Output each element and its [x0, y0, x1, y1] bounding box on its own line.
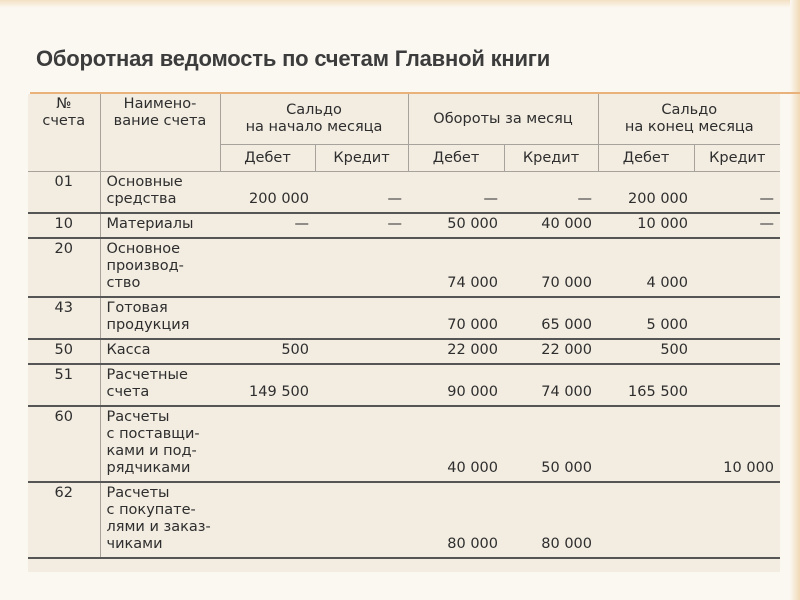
cell-name: Касса [100, 339, 220, 364]
table-row [28, 213, 780, 238]
cell-opening-credit [315, 297, 408, 339]
cell-turnover-credit: 40 000 [504, 213, 598, 238]
table-body [28, 172, 780, 559]
sheet-bottom-edge [28, 572, 780, 600]
cell-closing-credit [694, 339, 780, 364]
cell-closing-debit [598, 482, 694, 558]
cell-closing-credit: 10 000 [694, 406, 780, 482]
cell-account: 43 [28, 297, 100, 339]
cell-closing-debit: 5 000 [598, 297, 694, 339]
header-turnover: Обороты за месяц [408, 94, 598, 145]
cell-opening-debit: 500 [220, 339, 315, 364]
header-account-name: Наимено- вание счета [100, 94, 220, 172]
cell-opening-debit: 200 000 [220, 172, 315, 214]
cell-turnover-credit: — [504, 172, 598, 214]
page-title: Оборотная ведомость по счетам Главной книги [36, 46, 551, 71]
header-closing-credit: Кредит [694, 145, 780, 172]
cell-turnover-credit: 22 000 [504, 339, 598, 364]
cell-name: Расчеты с поставщи- ками и под- рядчиками [100, 406, 220, 482]
cell-turnover-debit: — [408, 172, 504, 214]
cell-opening-credit [315, 482, 408, 558]
cell-opening-debit [220, 238, 315, 297]
cell-opening-credit [315, 339, 408, 364]
cell-name: Материалы [100, 213, 220, 238]
header-turnover-debit: Дебет [408, 145, 504, 172]
cell-closing-debit: 10 000 [598, 213, 694, 238]
cell-turnover-debit: 70 000 [408, 297, 504, 339]
cell-turnover-credit: 50 000 [504, 406, 598, 482]
cell-opening-credit [315, 238, 408, 297]
cell-closing-credit [694, 482, 780, 558]
cell-closing-credit: — [694, 172, 780, 214]
table-row [28, 238, 780, 297]
cell-opening-debit: — [220, 213, 315, 238]
cell-account: 60 [28, 406, 100, 482]
table-row [28, 297, 780, 339]
cell-turnover-debit: 90 000 [408, 364, 504, 406]
cell-closing-debit: 4 000 [598, 238, 694, 297]
cell-account: 10 [28, 213, 100, 238]
cell-turnover-credit: 74 000 [504, 364, 598, 406]
cell-opening-credit [315, 406, 408, 482]
header-row [28, 94, 780, 145]
cell-closing-credit [694, 364, 780, 406]
table-row [28, 172, 780, 214]
cell-account: 50 [28, 339, 100, 364]
cell-closing-debit: 500 [598, 339, 694, 364]
turnover-table [28, 94, 780, 559]
cell-closing-debit [598, 406, 694, 482]
table-row [28, 364, 780, 406]
header-account-number: № счета [28, 94, 100, 172]
cell-closing-credit [694, 297, 780, 339]
cell-closing-debit: 165 500 [598, 364, 694, 406]
cell-closing-credit: — [694, 213, 780, 238]
header-opening-debit: Дебет [220, 145, 315, 172]
cell-name: Основное производ- ство [100, 238, 220, 297]
cell-turnover-debit: 40 000 [408, 406, 504, 482]
cell-opening-debit [220, 406, 315, 482]
cell-opening-debit: 149 500 [220, 364, 315, 406]
turnover-sheet-image [28, 94, 780, 572]
header-turnover-credit: Кредит [504, 145, 598, 172]
cell-account: 51 [28, 364, 100, 406]
cell-account: 01 [28, 172, 100, 214]
slide-top-border [0, 0, 800, 8]
table-row [28, 339, 780, 364]
cell-opening-credit: — [315, 172, 408, 214]
table-row [28, 406, 780, 482]
cell-turnover-credit: 65 000 [504, 297, 598, 339]
cell-name: Основные средства [100, 172, 220, 214]
cell-account: 20 [28, 238, 100, 297]
cell-turnover-credit: 80 000 [504, 482, 598, 558]
header-opening-credit: Кредит [315, 145, 408, 172]
cell-opening-credit: — [315, 213, 408, 238]
header-closing-balance: Сальдо на конец месяца [598, 94, 780, 145]
cell-closing-credit [694, 238, 780, 297]
cell-name: Расчетные счета [100, 364, 220, 406]
cell-name: Расчеты с покупате- лями и заказ- чиками [100, 482, 220, 558]
cell-opening-debit [220, 482, 315, 558]
cell-turnover-debit: 50 000 [408, 213, 504, 238]
cell-closing-debit: 200 000 [598, 172, 694, 214]
cell-turnover-debit: 80 000 [408, 482, 504, 558]
header-closing-debit: Дебет [598, 145, 694, 172]
slide-right-border [790, 0, 800, 600]
cell-opening-credit [315, 364, 408, 406]
cell-account: 62 [28, 482, 100, 558]
cell-opening-debit [220, 297, 315, 339]
header-opening-balance: Сальдо на начало месяца [220, 94, 408, 145]
cell-turnover-debit: 22 000 [408, 339, 504, 364]
table-row [28, 482, 780, 558]
cell-name: Готовая продукция [100, 297, 220, 339]
cell-turnover-credit: 70 000 [504, 238, 598, 297]
cell-turnover-debit: 74 000 [408, 238, 504, 297]
